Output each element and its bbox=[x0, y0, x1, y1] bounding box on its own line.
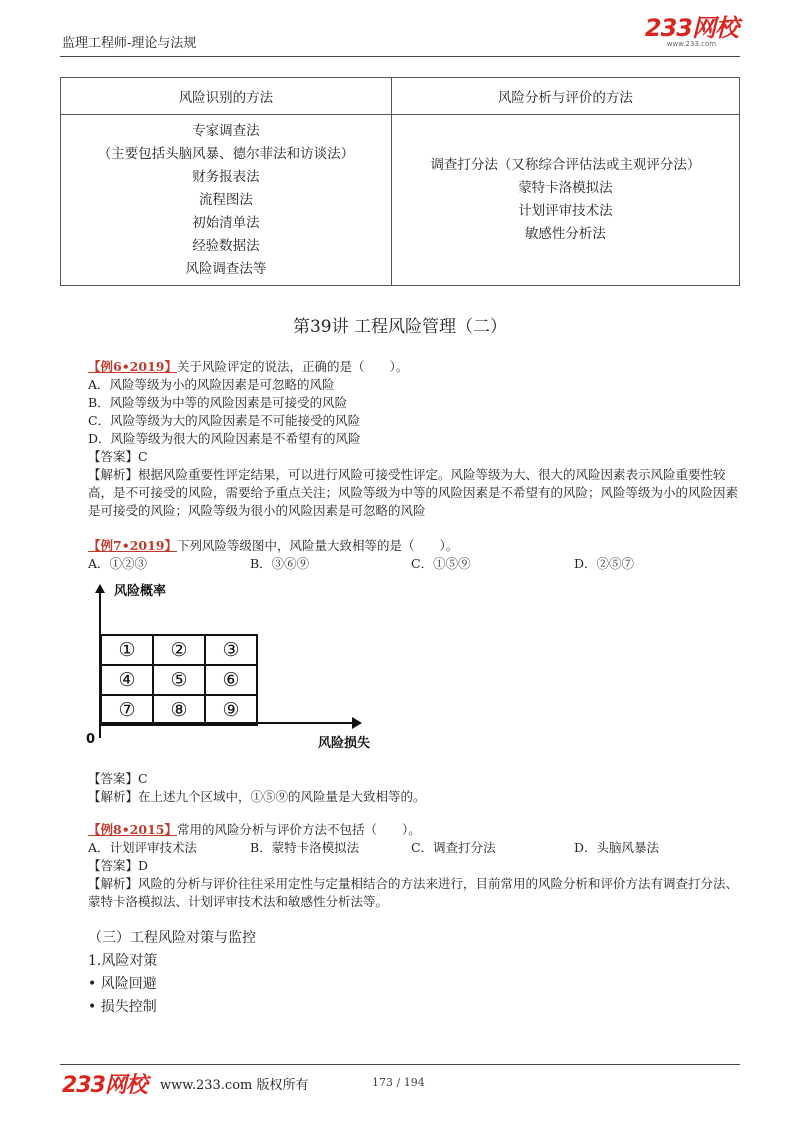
grid-cell-4: ④ bbox=[102, 666, 154, 696]
q8-answer: 【答案】D bbox=[88, 858, 149, 873]
risk-grid bbox=[100, 634, 258, 726]
identification-methods-cell bbox=[61, 115, 392, 286]
q8-option-c: C．调查打分法 bbox=[411, 840, 496, 855]
grid-cell-6: ⑥ bbox=[206, 666, 258, 696]
q6-stem bbox=[88, 358, 408, 376]
logo-url: www.233.com bbox=[666, 40, 717, 48]
footer-logo: 233网校 bbox=[62, 1073, 147, 1098]
lecture-title: 第39讲 工程风险管理（二） bbox=[292, 317, 508, 337]
q6-label: 【例6•2019】 bbox=[88, 359, 177, 374]
list-item: 蒙特卡洛模拟法 bbox=[518, 180, 613, 196]
q7-option-d: D．②⑤⑦ bbox=[574, 556, 635, 571]
grid-cell-9: ⑨ bbox=[206, 696, 258, 726]
document-title: 监理工程师-理论与法规 bbox=[62, 36, 197, 51]
footer-copyright: www.233.com 版权所有 bbox=[160, 1078, 309, 1093]
grid-cell-2: ② bbox=[154, 636, 206, 666]
grid-cell-1: ① bbox=[102, 636, 154, 666]
risk-methods-table bbox=[60, 77, 740, 286]
grid-cell-5: ⑤ bbox=[154, 666, 206, 696]
q6-stem-text: 关于风险评定的说法，正确的是（ ）。 bbox=[176, 359, 409, 374]
q7-stem bbox=[88, 537, 458, 555]
q8-stem-text: 常用的风险分析与评价方法不包括（ ）。 bbox=[176, 822, 421, 837]
q6-answer: 【答案】C bbox=[88, 449, 148, 464]
section-subheading: 1.风险对策 bbox=[88, 953, 158, 969]
list-item: 专家调查法 bbox=[192, 122, 260, 139]
logo-text: 233网校 bbox=[644, 14, 738, 42]
q7-option-c: C．①⑤⑨ bbox=[411, 556, 471, 571]
brand-logo bbox=[645, 16, 738, 48]
risk-level-diagram bbox=[80, 580, 380, 750]
q6-analysis: 【解析】根据风险重要性评定结果，可以进行风险可接受性评定。风险等级为大、很大的风险因素表示风险重要性较高，是不可接受的风险，需要给予重点关注；风险等级为中等的风险因素是不希望有的风险；风险等级为小的风险因素是可接受的风险；风险等级为很小的风险因素是可忽略的风险 bbox=[88, 467, 739, 518]
footer-divider bbox=[60, 1064, 740, 1065]
origin-label: 0 bbox=[86, 732, 96, 747]
x-axis-label: 风险损失 bbox=[318, 736, 371, 751]
list-item: 流程图法 bbox=[198, 191, 253, 208]
list-item: 初始清单法 bbox=[192, 214, 260, 231]
q7-analysis: 【解析】在上述九个区域中，①⑤⑨的风险量是大致相等的。 bbox=[88, 789, 426, 804]
q8-stem bbox=[88, 821, 421, 839]
table-header-identification: 风险识别的方法 bbox=[61, 78, 392, 115]
q7-label: 【例7•2019】 bbox=[88, 538, 177, 553]
list-item: 计划评审技术法 bbox=[518, 203, 613, 219]
q8-analysis: 【解析】风险的分析与评价往往采用定性与定量相结合的方法来进行，目前常用的风险分析和评价方法有调查打分法、蒙特卡洛模拟法、计划评审技术法和敏感性分析法等。 bbox=[88, 876, 739, 909]
y-axis-label: 风险概率 bbox=[114, 584, 167, 599]
q7-option-b: B．③⑥⑨ bbox=[250, 556, 310, 571]
q7-stem-text: 下列风险等级图中，风险量大致相等的是（ ）。 bbox=[176, 538, 459, 553]
q7-option-a: A．①②③ bbox=[88, 556, 148, 571]
analysis-methods-cell bbox=[391, 115, 739, 286]
q6-option-a: A．风险等级为小的风险因素是可忽略的风险 bbox=[88, 377, 335, 392]
list-item: 敏感性分析法 bbox=[524, 226, 606, 242]
page-number: 173 / 194 bbox=[372, 1076, 425, 1089]
q7-answer: 【答案】C bbox=[88, 771, 148, 786]
table-row bbox=[61, 115, 740, 286]
list-item: 调查打分法（又称综合评估法或主观评分法） bbox=[430, 157, 701, 173]
x-axis-arrow bbox=[352, 717, 362, 729]
grid-cell-8: ⑧ bbox=[154, 696, 206, 726]
list-item: 风险调查法等 bbox=[185, 260, 267, 277]
q6-option-c: C．风险等级为大的风险因素是不可能接受的风险 bbox=[88, 413, 361, 428]
bullet-item: • 风险回避 bbox=[88, 976, 157, 992]
header-divider bbox=[60, 56, 740, 57]
q8-option-d: D．头脑风暴法 bbox=[574, 840, 660, 855]
list-item: 经验数据法 bbox=[192, 237, 260, 254]
table-header-analysis: 风险分析与评价的方法 bbox=[391, 78, 739, 115]
q6-option-d: D．风险等级为很大的风险因素是不希望有的风险 bbox=[88, 431, 361, 446]
grid-cell-3: ③ bbox=[206, 636, 258, 666]
q8-label: 【例8•2015】 bbox=[88, 822, 177, 837]
q8-option-a: A．计划评审技术法 bbox=[88, 840, 198, 855]
table-header-row bbox=[61, 78, 740, 115]
q8-option-b: B．蒙特卡洛模拟法 bbox=[250, 840, 360, 855]
list-item: 财务报表法 bbox=[192, 168, 260, 185]
grid-cell-7: ⑦ bbox=[102, 696, 154, 726]
section-heading: （三）工程风险对策与监控 bbox=[88, 930, 256, 946]
list-item: （主要包括头脑风暴、德尔菲法和访谈法） bbox=[97, 145, 355, 162]
bullet-item: • 损失控制 bbox=[88, 999, 157, 1015]
q6-option-b: B．风险等级为中等的风险因素是可接受的风险 bbox=[88, 395, 348, 410]
